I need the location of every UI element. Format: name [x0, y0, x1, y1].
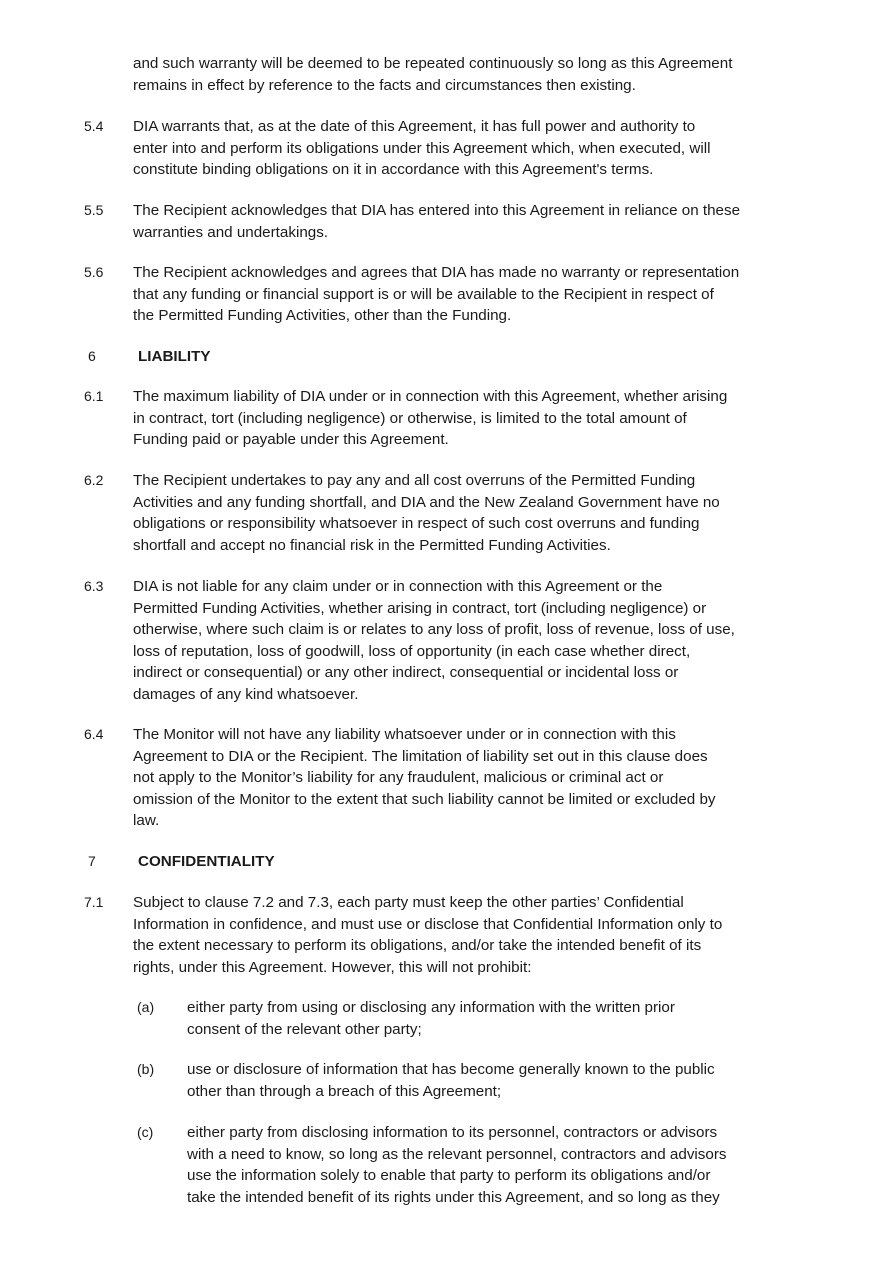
text-line: The Monitor will not have any liability whatsoever under or in connection with this	[133, 726, 676, 743]
text-line: the Permitted Funding Activities, other than the Funding.	[133, 307, 512, 324]
text-line: Permitted Funding Activities, whether arising in contract, tort (including negligence) or	[133, 599, 707, 617]
text-line: Information in confidence, and must use or disclose that Confidential Information only to	[133, 915, 723, 933]
section-heading: CONFIDENTIALITY	[138, 853, 275, 870]
clause-text	[133, 386, 823, 451]
subclause-text	[187, 1059, 827, 1102]
text-line: loss of reputation, loss of goodwill, loss of opportunity (in each case whether direct,	[133, 642, 691, 660]
text-line: Funding paid or payable under this Agreement.	[133, 431, 449, 448]
clause-text	[133, 724, 823, 832]
text-line: Subject to clause 7.2 and 7.3, each party must keep the other parties’ Confidential	[133, 894, 684, 911]
subclause-letter: (b)	[137, 1061, 155, 1077]
text-line: indirect or consequential) or any other indirect, consequential or incidental loss or	[133, 664, 679, 681]
clause-number: 6.2	[84, 472, 104, 488]
subclause-text	[187, 997, 827, 1040]
text-line: omission of the Monitor to the extent that such liability cannot be limited or excluded by	[133, 790, 716, 808]
text-line: and such warranty will be deemed to be repeated continuously so long as this Agreement	[133, 55, 733, 72]
subclause-letter: (c)	[137, 1124, 154, 1140]
text-line: The maximum liability of DIA under or in connection with this Agreement, whether arising	[133, 388, 728, 405]
clause-number: 6.4	[84, 726, 104, 742]
text-line: DIA warrants that, as at the date of this Agreement, it has full power and authority to	[133, 118, 696, 135]
clause-text	[133, 576, 823, 705]
continuation-paragraph	[133, 53, 823, 96]
text-line: with a need to know, so long as the relevant personnel, contractors and advisors	[187, 1145, 727, 1163]
text-line: The Recipient undertakes to pay any and all cost overruns of the Permitted Funding	[133, 472, 696, 489]
clause-number: 5.4	[84, 118, 104, 134]
text-line: either party from using or disclosing any information with the written prior	[187, 999, 675, 1016]
text-line: consent of the relevant other party;	[187, 1020, 422, 1038]
text-line: otherwise, where such claim is or relates to any loss of profit, loss of revenue, loss of use,	[133, 621, 735, 638]
text-line: The Recipient acknowledges and agrees that DIA has made no warranty or representation	[133, 264, 740, 281]
text-line: use the information solely to enable that party to perform its obligations and/or	[187, 1167, 711, 1184]
text-line: that any funding or financial support is or will be available to the Recipient in respect of	[133, 285, 714, 303]
clause-text	[133, 262, 823, 327]
section-number: 7	[88, 853, 96, 869]
clause-number: 7.1	[84, 894, 104, 910]
clause-number: 5.6	[84, 264, 104, 280]
clause-text	[133, 116, 823, 181]
text-line: other than through a breach of this Agreement;	[187, 1082, 502, 1100]
text-line: the extent necessary to perform its obligations, and/or take the intended benefit of its	[133, 937, 702, 954]
text-line: remains in effect by reference to the facts and circumstances then existing.	[133, 76, 636, 94]
section-heading: LIABILITY	[138, 348, 211, 365]
text-line: DIA is not liable for any claim under or in connection with this Agreement or the	[133, 578, 663, 595]
text-line: either party from disclosing information to its personnel, contractors or advisors	[187, 1124, 718, 1141]
text-line: take the intended benefit of its rights under this Agreement, and so long as they	[187, 1188, 720, 1206]
subclause-letter: (a)	[137, 999, 155, 1015]
clause-text	[133, 470, 823, 556]
text-line: constitute binding obligations on it in accordance with this Agreement's terms.	[133, 161, 654, 178]
text-line: enter into and perform its obligations under this Agreement which, when executed, will	[133, 139, 711, 157]
text-line: warranties and undertakings.	[133, 223, 329, 241]
text-line: rights, under this Agreement. However, this will not prohibit:	[133, 958, 532, 976]
text-line: The Recipient acknowledges that DIA has entered into this Agreement in reliance on these	[133, 202, 741, 219]
clause-text	[133, 200, 823, 243]
text-line: in contract, tort (including negligence) or otherwise, is limited to the total amount of	[133, 409, 687, 427]
subclause-text	[187, 1122, 827, 1208]
clause-number: 6.1	[84, 388, 104, 404]
text-line: use or disclosure of information that has become generally known to the public	[187, 1061, 715, 1078]
text-line: obligations or responsibility whatsoever in respect of such cost overruns and funding	[133, 515, 700, 532]
section-number: 6	[88, 348, 96, 364]
text-line: Agreement to DIA or the Recipient. The limitation of liability set out in this clause does	[133, 747, 708, 765]
text-line: Activities and any funding shortfall, and DIA and the New Zealand Government have no	[133, 493, 720, 511]
text-line: damages of any kind whatsoever.	[133, 685, 359, 703]
clause-number: 5.5	[84, 202, 104, 218]
text-line: shortfall and accept no financial risk in the Permitted Funding Activities.	[133, 536, 611, 554]
clause-text	[133, 892, 823, 978]
clause-number: 6.3	[84, 578, 104, 594]
text-line: law.	[133, 812, 160, 829]
text-line: not apply to the Monitor’s liability for any fraudulent, malicious or criminal act or	[133, 769, 664, 786]
